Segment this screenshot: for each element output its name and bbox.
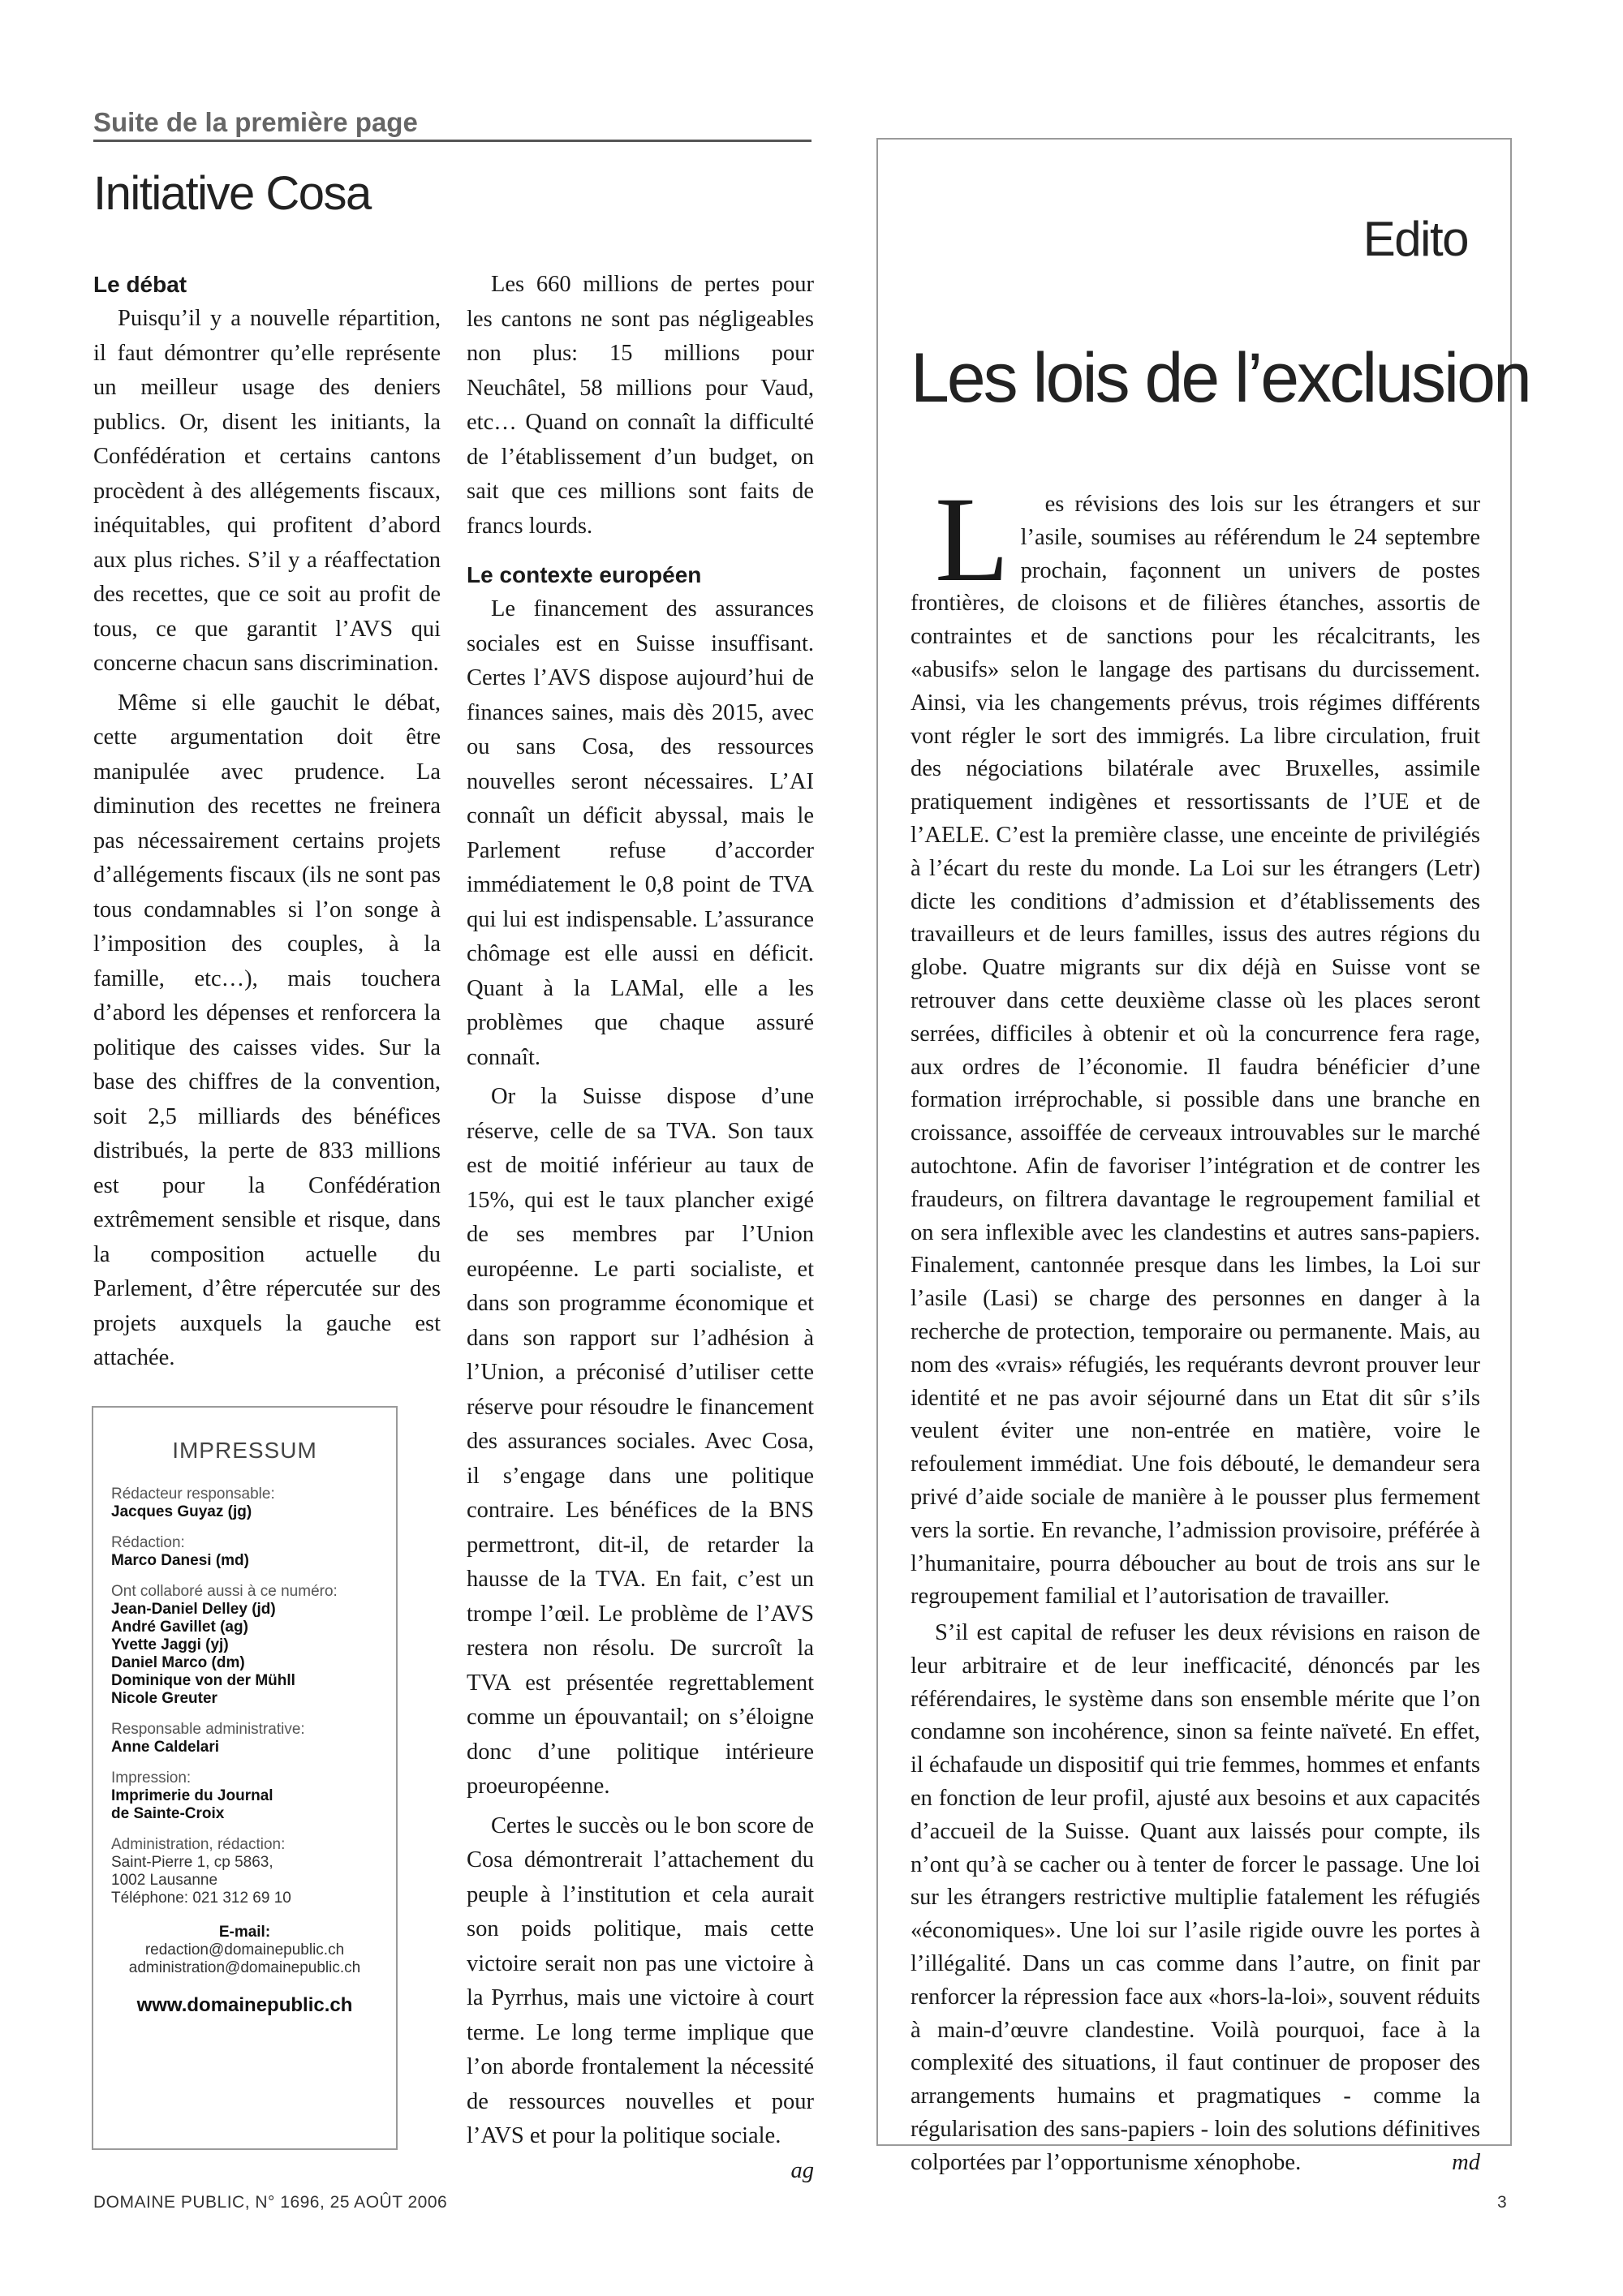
impressum-value: Saint-Pierre 1, cp 5863, <box>111 1854 273 1871</box>
article-headline: Initiative Cosa <box>93 167 371 220</box>
page-number: 3 <box>1497 2193 1507 2212</box>
impressum-box <box>92 1406 398 2150</box>
impressum-label: Administration, rédaction: <box>111 1836 286 1853</box>
impressum-value: Dominique von der Mühll <box>111 1672 295 1689</box>
impressum-label: Rédacteur responsable: <box>111 1486 275 1503</box>
paragraph <box>911 1617 1480 2180</box>
impressum-label: Rédaction: <box>111 1534 185 1551</box>
impressum-value: Imprimerie du Journal <box>111 1787 273 1804</box>
impressum-value: Marco Danesi (md) <box>111 1552 249 1569</box>
paragraph-text: S’il est capital de refuser les deux révisions en raison de leur arbitraire et de leur inefficacité, dénoncés par les référendaires, le système dans son ensemble mérite que l’on condamne son incohérence, sinon sa feinte naïveté. En effet, il échafaude un dispositif qui trie femmes, hommes et enfants en fonction de leur profil, ajusté aux besoins et aux capacités d’accueil de la Suisse. Quant aux laissés pour compte, ils n’ont qu’à se cacher ou à tenter de forcer le passage. Une loi sur les étrangers restrictive multiplie fatalement les réfugiés «économiques». Une loi sur l’asile rigide ouvre les portes à l’illégalité. Dans un cas comme dans l’autre, on finit par renforcer la répression face aux «hors-la-loi», souvent réduits à main-d’œuvre clandestine. Voilà pourquoi, face à la complexité des situations, il faut continuer de proposer des arrangements humains et pragmatiques - comme la régularisation des sans-papiers - loin des solutions définitives colportées par l’opportunisme xénophobe. <box>911 1620 1480 2175</box>
impressum-value: Daniel Marco (dm) <box>111 1654 245 1671</box>
impressum-redaction <box>111 1534 378 1570</box>
impressum-value: Jean-Daniel Delley (jd) <box>111 1601 276 1618</box>
paragraph-text: es révisions des lois sur les étrangers et sur l’asile, soumises au référendum le 24 septembre prochain, façonnent un univers de postes frontières, de cloisons et de filières étanches, assortis de contraintes et de sanctions pour les récalcitrants, les «abusifs» selon le langage des partisans du durcissement. Ainsi, via les changements prévus, trois régimes différents vont régler le sort des immigrés. La libre circulation, fruit des négociations bilatérale avec Bruxelles, assimile pratiquement indigènes et ressortissants de l’UE et de l’AELE. C’est la première classe, une enceinte de privilégiés à l’écart du reste du monde. La Loi sur les étrangers (Letr) dicte les conditions d’admission et d’établissements des travailleurs et de leurs familles, issus des autres régions du globe. Quatre migrants sur dix déjà en Suisse vont se retrouver dans cette deuxième classe où les places seront serrées, difficiles à obtenir et où la concurrence fera rage, aux ordres de l’économie. Il faudra bénéficier d’une formation irréprochable, si possible dans une branche en croissance, assoiffée de cerveaux introuvables sur le marché autochtone. Afin de favoriser l’intégration et de contrer les fraudeurs, on filtrera davantage le regroupement familial et on sera inflexible avec les clandestins et autres sans-papiers. Finalement, cantonnée presque dans les limbes, la Loi sur l’asile (Lasi) se charge des personnes en danger à la recherche de protection, temporaire ou permanente. Mais, au nom des «vrais» réfugiés, les requérants devront prouver leur identité et ne pas avoir séjourné dans un Etat dit sûr s’ils veulent éviter une non-entrée en matière, voire le refoulement immédiat. Une fois débouté, le demandeur sera privé d’aide sociale de manière à le pousser plus fermement vers la sortie. En revanche, l’admission provisoire, préférée à l’humanitaire, pourra déboucher au bout de trois ans sur le regroupement familial et l’autorisation de travailler. <box>911 492 1480 1610</box>
paragraph: Le financement des assurances sociales est en Suisse insuffisant. Certes l’AVS dispose aujourd’hui de finances saines, mais dès 2015, avec ou sans Cosa, des ressources nouvelles seront nécessaires. L’AI connaît un déficit abyssal, mais le Parlement refuse d’accorder immédiatement le 0,8 point de TVA qui lui est indispensable. L’assurance chômage est elle aussi en déficit. Quant à la LAMal, elle a les problèmes que chaque assuré connaît. <box>467 596 814 1070</box>
impressum-printer <box>111 1769 378 1823</box>
impressum-email <box>111 1924 378 1977</box>
editorial-label: Edito <box>1363 212 1468 266</box>
paragraph: Les 660 millions de pertes pour les cantons ne sont pas négligeables non plus: 15 millions pour Neuchâtel, 58 millions pour Vaud, etc… Quand on connaît la difficulté de l’établissement d’un budget, on sait que ces millions sont faits de francs lourds. <box>467 272 814 539</box>
impressum-value: Nicole Greuter <box>111 1690 217 1707</box>
impressum-value: Anne Caldelari <box>111 1739 220 1756</box>
impressum-collaborators <box>111 1583 378 1708</box>
section-heading-contexte: Le contexte européen <box>467 562 702 587</box>
drop-cap: L <box>935 472 1010 607</box>
paragraph <box>467 1809 814 2183</box>
impressum-value: André Gavillet (ag) <box>111 1619 248 1636</box>
paragraph: Or la Suisse dispose d’une réserve, celle de sa TVA. Son taux est de moitié inférieur au taux de 15%, qui est le taux plancher exigé de ses membres par l’Union européenne. Le parti socialiste, et dans son programme économique et dans son rapport sur l’adhésion à l’Union, a préconisé d’utiliser cette réserve pour résoudre le financement des assurances sociales. Avec Cosa, il s’engage dans une politique contraire. Les bénéfices de la BNS permettront, dit-il, de retarder la hausse de la TVA. En fait, c’est un trompe l’œil. Le problème de l’AVS restera non résolu. De surcroît la TVA est présentée regrettablement comme un épouvantail; on s’éloigne donc d’une politique intérieure proeuropéenne. <box>467 1084 814 1799</box>
impressum-value: Yvette Jaggi (yj) <box>111 1636 229 1653</box>
impressum-value: Jacques Guyaz (jg) <box>111 1503 252 1520</box>
editorial-body <box>911 472 1480 2180</box>
author-signature: md <box>1452 2149 1480 2175</box>
impressum-address <box>111 1836 378 1907</box>
email-link[interactable]: redaction@domainepublic.ch <box>144 1941 345 1958</box>
article-column-1 <box>93 268 441 1376</box>
impressum-admin <box>111 1721 378 1756</box>
website-link[interactable]: www.domainepublic.ch <box>136 1994 353 2016</box>
impressum-label: Responsable administrative: <box>111 1721 305 1738</box>
paragraph: Puisqu’il y a nouvelle répartition, il faut démontrer qu’elle représente un meilleur usage des deniers publics. Or, disent les initiants, la Confédération et certains cantons procèdent à des allégements fiscaux, inéquitables, qui profitent d’abord aux plus riches. S’il y a réaffectation des recettes, que ce soit au profit de tous, ce que garantit l’AVS qui concerne chacun sans discrimination. <box>93 306 441 676</box>
impressum-value: 1002 Lausanne <box>111 1872 218 1889</box>
author-signature: ag <box>790 2157 814 2183</box>
editorial-title: Les lois de l’exclusion <box>911 339 1530 417</box>
footer-publication: DOMAINE PUBLIC, N° 1696, 25 AOÛT 2006 <box>93 2193 448 2212</box>
paragraph: Même si elle gauchit le débat, cette argumentation doit être manipulée avec prudence. La diminution des recettes ne freinera pas nécessairement certains projets d’allégements fiscaux (ils ne sont pas tous condamnables si l’on songe à l’imposition des couples, à la famille, etc…), mais touchera d’abord les dépenses et renforcera la politique des caisses vides. Sur la base des chiffres de la convention, soit 2,5 milliards des bénéfices distribués, la perte de 833 millions est pour la Confédération extrêmement sensible et risque, dans la composition actuelle du Parlement, d’être répercutée sur des projets auxquels la gauche est attachée. <box>93 690 441 1370</box>
section-heading-debat: Le débat <box>93 272 187 297</box>
impressum-value: de Sainte-Croix <box>111 1805 225 1822</box>
article-column-2 <box>467 268 814 2188</box>
email-link[interactable]: administration@domainepublic.ch <box>128 1959 361 1976</box>
paragraph <box>911 472 1480 1614</box>
impressum-title: IMPRESSUM <box>172 1438 317 1463</box>
impressum-label: Ont collaboré aussi à ce numéro: <box>111 1583 338 1600</box>
section-kicker: Suite de la première page <box>93 107 812 142</box>
editorial-box <box>876 138 1530 2175</box>
paragraph-text: Certes le succès ou le bon score de Cosa démontrerait l’attachement du peuple à l’institution et cela aurait son poids politique, mais cette victoire serait non pas une victoire à la Pyrrhus, mais une victoire à court terme. Le long terme implique que l’on aborde frontalement la nécessité de ressources nouvelles et pour l’AVS et pour la politique sociale. <box>467 1812 814 2148</box>
impressum-phone: Téléphone: 021 312 69 10 <box>111 1890 291 1907</box>
impressum-email-label: E-mail: <box>218 1924 271 1941</box>
impressum-label: Impression: <box>111 1769 192 1786</box>
impressum-redacteur <box>111 1486 378 1521</box>
